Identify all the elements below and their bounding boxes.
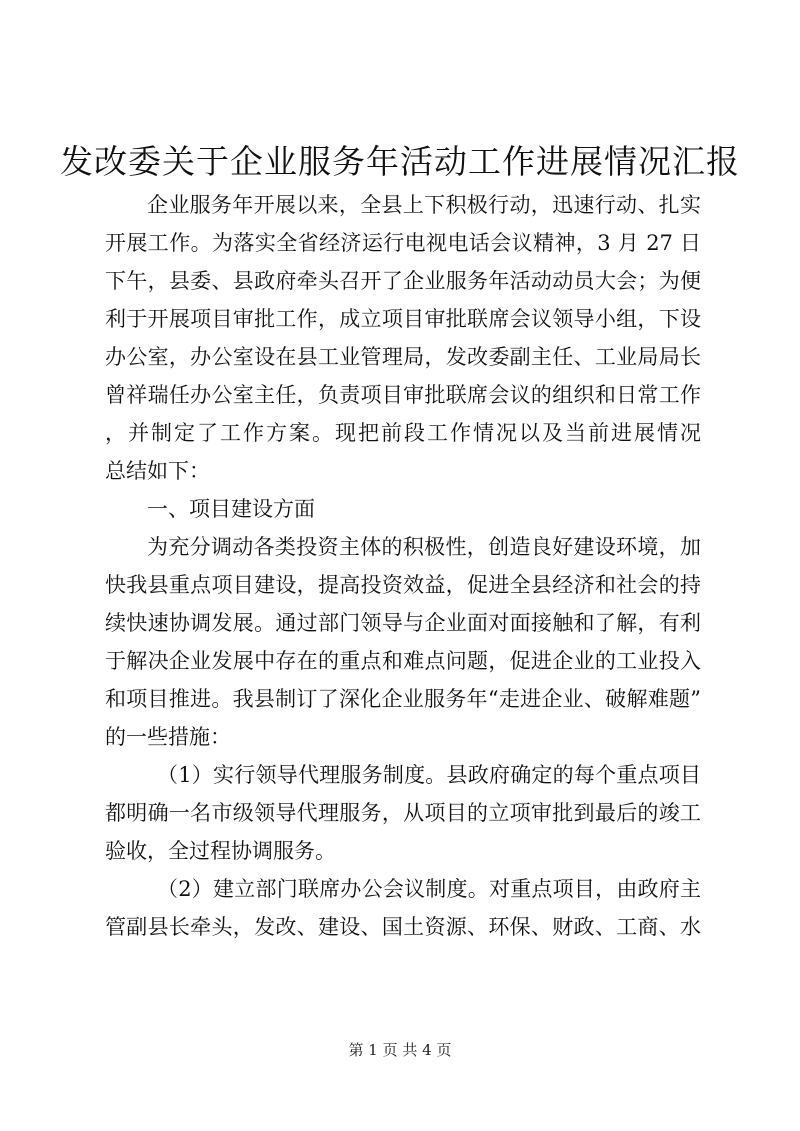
measure-paragraph (105, 870, 701, 946)
text-line: ，并制定了工作方案。现把前段工作情况以及当前进展情况 (105, 421, 701, 445)
text-line: 总结如下： (105, 459, 210, 483)
document-body (105, 186, 701, 946)
text-line: 和项目推进。我县制订了深化企业服务年“走进企业、破解难题” (105, 687, 701, 711)
text-line: 验收，全过程协调服务。 (105, 839, 336, 863)
text-line: （2）建立部门联席办公会议制度。对重点项目，由政府主 (157, 877, 701, 901)
text-line: 企业服务年开展以来，全县上下积极行动，迅速行动、扎实 (147, 193, 701, 217)
section-paragraph (105, 528, 701, 756)
text-line: 利于开展项目审批工作，成立项目审批联席会议领导小组，下设 (105, 307, 701, 331)
text-line: 都明确一名市级领导代理服务，从项目的立项审批到最后的竣工 (105, 801, 701, 825)
measure-paragraph (105, 756, 701, 870)
text-line: 曾祥瑞任办公室主任，负责项目审批联席会议的组织和日常工作 (105, 383, 701, 407)
text-line: 开展工作。为落实全省经济运行电视电话会议精神，3 月 27 日 (105, 231, 701, 255)
text-line: 为充分调动各类投资主体的积极性，创造良好建设环境，加 (147, 535, 701, 559)
text-line: 办公室，办公室设在县工业管理局，发改委副主任、工业局局长 (105, 345, 701, 369)
text-line: 续快速协调发展。通过部门领导与企业面对面接触和了解，有利 (105, 611, 701, 635)
intro-paragraph (105, 186, 701, 490)
text-line: 于解决企业发展中存在的重点和难点问题，促进企业的工业投入 (105, 649, 701, 673)
document-title: 发改委关于企业服务年活动工作进展情况汇报 (60, 142, 740, 181)
page-footer: 第 1 页 共 4 页 (348, 1041, 452, 1059)
text-line: （1）实行领导代理服务制度。县政府确定的每个重点项目 (157, 763, 701, 787)
section-heading: 一、项目建设方面 (147, 497, 315, 521)
text-line: 快我县重点项目建设，提高投资效益，促进全县经济和社会的持 (105, 573, 701, 597)
text-line: 管副县长牵头，发改、建设、国土资源、环保、财政、工商、水 (105, 915, 701, 939)
text-line: 下午，县委、县政府牵头召开了企业服务年活动动员大会；为便 (105, 269, 701, 293)
text-line: 的一些措施： (105, 725, 231, 749)
